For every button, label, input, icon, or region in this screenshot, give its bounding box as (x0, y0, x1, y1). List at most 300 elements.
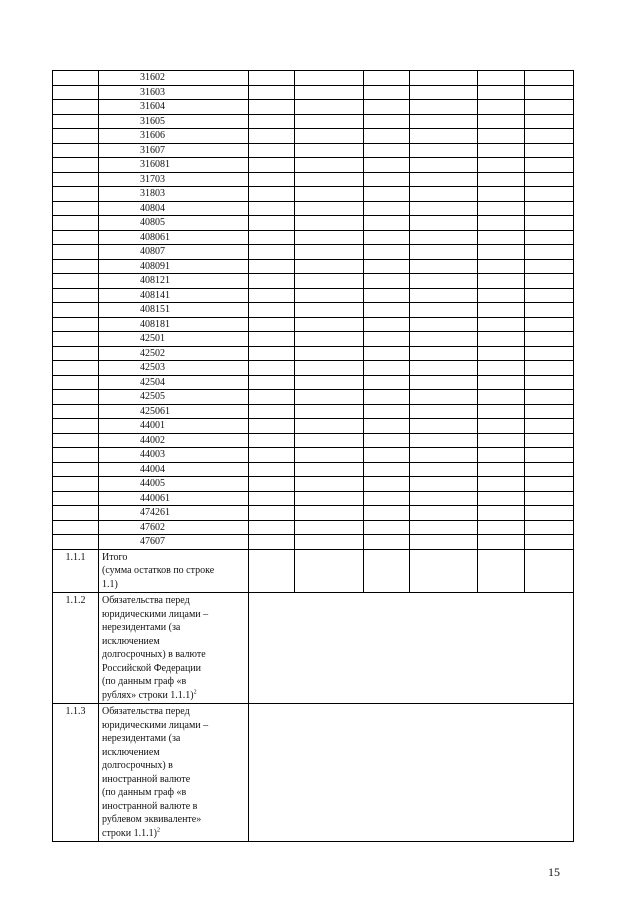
account-number: 408121 (99, 274, 249, 289)
value-cell (525, 462, 574, 477)
value-cell (295, 288, 364, 303)
account-row (53, 143, 574, 158)
value-cell (525, 549, 574, 593)
value-cell (364, 259, 410, 274)
value-cell (249, 549, 295, 593)
account-row (53, 520, 574, 535)
account-row (53, 303, 574, 318)
value-cell (478, 288, 525, 303)
value-cell (364, 129, 410, 144)
value-cell (478, 85, 525, 100)
value-cell (364, 375, 410, 390)
value-cell (364, 71, 410, 86)
row-number-cell (53, 100, 99, 115)
description-line: юридическими лицами – (102, 719, 209, 731)
value-cell (249, 332, 295, 347)
value-cell (410, 143, 478, 158)
value-cell (364, 419, 410, 434)
value-cell (295, 71, 364, 86)
account-number: 40804 (99, 201, 249, 216)
account-number: 42505 (99, 390, 249, 405)
value-cell (364, 317, 410, 332)
description-line: Обязательства перед (102, 706, 190, 717)
value-cell (295, 317, 364, 332)
value-cell (295, 419, 364, 434)
account-row (53, 230, 574, 245)
account-number: 47602 (99, 520, 249, 535)
value-cell (410, 317, 478, 332)
value-cell (364, 491, 410, 506)
value-cell (364, 158, 410, 173)
value-cell (249, 288, 295, 303)
row-number-cell (53, 303, 99, 318)
description-line: исключением (102, 746, 160, 758)
account-number: 31703 (99, 172, 249, 187)
value-cell (478, 71, 525, 86)
value-cell (295, 506, 364, 521)
description-line: (сумма остатков по строке (102, 565, 215, 576)
value-cell (478, 404, 525, 419)
account-number: 425061 (99, 404, 249, 419)
account-row (53, 158, 574, 173)
account-row (53, 361, 574, 376)
row-number-cell (53, 201, 99, 216)
value-cell (525, 361, 574, 376)
account-row (53, 129, 574, 144)
value-cell (249, 259, 295, 274)
account-number: 44004 (99, 462, 249, 477)
value-cell (364, 549, 410, 593)
value-cell (295, 172, 364, 187)
value-cell (525, 448, 574, 463)
value-cell (525, 477, 574, 492)
value-cell (410, 346, 478, 361)
description-line: нерезидентами (за (102, 733, 181, 744)
account-row (53, 390, 574, 405)
account-number: 31602 (99, 71, 249, 86)
value-cell (525, 419, 574, 434)
value-cell (410, 303, 478, 318)
value-cell (249, 317, 295, 332)
value-cell (364, 216, 410, 231)
value-cell (364, 100, 410, 115)
row-number-cell (53, 520, 99, 535)
account-row (53, 404, 574, 419)
account-row (53, 288, 574, 303)
value-cell (478, 129, 525, 144)
description-line: долгосрочных) в валюте (102, 649, 206, 660)
row-number-cell (53, 216, 99, 231)
value-cell (525, 259, 574, 274)
value-cell (525, 172, 574, 187)
value-cell (295, 346, 364, 361)
value-cell (478, 114, 525, 129)
account-row (53, 375, 574, 390)
row-description (99, 593, 249, 704)
value-cell (478, 259, 525, 274)
account-row (53, 114, 574, 129)
merged-value-cell (249, 704, 574, 842)
value-cell (249, 71, 295, 86)
value-cell (525, 245, 574, 260)
row-number-cell (53, 332, 99, 347)
value-cell (410, 85, 478, 100)
value-cell (478, 506, 525, 521)
value-cell (410, 535, 478, 550)
account-number: 440061 (99, 491, 249, 506)
value-cell (478, 419, 525, 434)
value-cell (525, 332, 574, 347)
account-row (53, 187, 574, 202)
value-cell (525, 390, 574, 405)
account-row (53, 85, 574, 100)
row-number-cell (53, 158, 99, 173)
row-number-cell (53, 462, 99, 477)
value-cell (295, 274, 364, 289)
value-cell (249, 375, 295, 390)
value-cell (364, 332, 410, 347)
description-line: Итого (102, 551, 128, 563)
row-number-cell (53, 448, 99, 463)
value-cell (525, 317, 574, 332)
account-number: 31603 (99, 85, 249, 100)
value-cell (478, 549, 525, 593)
value-cell (364, 520, 410, 535)
account-number: 474261 (99, 506, 249, 521)
value-cell (295, 491, 364, 506)
value-cell (478, 100, 525, 115)
value-cell (295, 361, 364, 376)
value-cell (249, 535, 295, 550)
value-cell (525, 375, 574, 390)
value-cell (478, 230, 525, 245)
value-cell (295, 201, 364, 216)
value-cell (410, 288, 478, 303)
value-cell (295, 158, 364, 173)
value-cell (478, 462, 525, 477)
value-cell (295, 520, 364, 535)
value-cell (410, 158, 478, 173)
account-number: 42502 (99, 346, 249, 361)
value-cell (478, 143, 525, 158)
value-cell (364, 361, 410, 376)
value-cell (295, 549, 364, 593)
description-line: 1.1) (102, 578, 118, 590)
value-cell (410, 259, 478, 274)
value-cell (295, 303, 364, 318)
value-cell (410, 361, 478, 376)
summary-row (53, 593, 574, 704)
account-number: 31607 (99, 143, 249, 158)
value-cell (478, 201, 525, 216)
value-cell (525, 143, 574, 158)
row-number-cell (53, 230, 99, 245)
account-row (53, 201, 574, 216)
page-number: 15 (548, 865, 560, 879)
value-cell (478, 520, 525, 535)
value-cell (249, 491, 295, 506)
value-cell (364, 114, 410, 129)
account-row (53, 448, 574, 463)
account-row (53, 491, 574, 506)
value-cell (364, 404, 410, 419)
value-cell (295, 462, 364, 477)
row-number-cell (53, 274, 99, 289)
value-cell (410, 100, 478, 115)
value-cell (295, 477, 364, 492)
value-cell (410, 114, 478, 129)
value-cell (295, 143, 364, 158)
value-cell (295, 375, 364, 390)
value-cell (478, 187, 525, 202)
merged-value-cell (249, 593, 574, 704)
value-cell (410, 448, 478, 463)
row-number-cell (53, 419, 99, 434)
account-number: 40805 (99, 216, 249, 231)
value-cell (295, 216, 364, 231)
value-cell (249, 303, 295, 318)
row-number-cell (53, 288, 99, 303)
description-line: строки 1.1.1)$^2$ (102, 827, 160, 839)
value-cell (410, 172, 478, 187)
value-cell (410, 419, 478, 434)
value-cell (410, 491, 478, 506)
value-cell (478, 274, 525, 289)
description-line: рублевом эквиваленте» (102, 814, 202, 825)
value-cell (364, 506, 410, 521)
value-cell (525, 274, 574, 289)
value-cell (295, 129, 364, 144)
value-cell (295, 100, 364, 115)
account-row (53, 332, 574, 347)
account-number: 44002 (99, 433, 249, 448)
value-cell (478, 433, 525, 448)
value-cell (249, 85, 295, 100)
value-cell (478, 361, 525, 376)
value-cell (410, 245, 478, 260)
description-line: рублях» строки 1.1.1)$^2$ (102, 689, 197, 701)
value-cell (295, 433, 364, 448)
value-cell (478, 245, 525, 260)
value-cell (249, 216, 295, 231)
row-number-cell (53, 506, 99, 521)
value-cell (525, 201, 574, 216)
value-cell (525, 71, 574, 86)
value-cell (249, 477, 295, 492)
value-cell (364, 448, 410, 463)
value-cell (295, 114, 364, 129)
value-cell (478, 390, 525, 405)
value-cell (525, 520, 574, 535)
value-cell (410, 71, 478, 86)
account-row (53, 462, 574, 477)
value-cell (525, 114, 574, 129)
row-number-cell (53, 259, 99, 274)
row-number: 1.1.2 (53, 593, 99, 704)
row-number-cell (53, 245, 99, 260)
account-number: 408181 (99, 317, 249, 332)
value-cell (410, 201, 478, 216)
account-number: 31605 (99, 114, 249, 129)
value-cell (525, 346, 574, 361)
row-number-cell (53, 346, 99, 361)
value-cell (249, 143, 295, 158)
value-cell (525, 404, 574, 419)
value-cell (364, 433, 410, 448)
value-cell (249, 433, 295, 448)
value-cell (364, 85, 410, 100)
value-cell (249, 520, 295, 535)
value-cell (478, 216, 525, 231)
value-cell (249, 462, 295, 477)
row-number: 1.1.3 (53, 704, 99, 842)
row-number-cell (53, 129, 99, 144)
row-description (99, 704, 249, 842)
row-number-cell (53, 375, 99, 390)
value-cell (525, 100, 574, 115)
value-cell (525, 535, 574, 550)
value-cell (410, 129, 478, 144)
value-cell (525, 187, 574, 202)
description-line: иностранной валюте (102, 773, 191, 785)
description-line: Обязательства перед (102, 595, 190, 606)
value-cell (410, 216, 478, 231)
value-cell (295, 404, 364, 419)
row-number-cell (53, 433, 99, 448)
value-cell (525, 491, 574, 506)
account-row (53, 419, 574, 434)
row-number-cell (53, 361, 99, 376)
account-number: 408151 (99, 303, 249, 318)
value-cell (478, 303, 525, 318)
account-number: 408091 (99, 259, 249, 274)
value-cell (249, 114, 295, 129)
account-row (53, 433, 574, 448)
value-cell (410, 187, 478, 202)
value-cell (364, 477, 410, 492)
account-number: 31606 (99, 129, 249, 144)
value-cell (249, 361, 295, 376)
value-cell (364, 143, 410, 158)
account-row (53, 245, 574, 260)
value-cell (410, 433, 478, 448)
value-cell (249, 129, 295, 144)
account-number: 31803 (99, 187, 249, 202)
row-number-cell (53, 187, 99, 202)
value-cell (410, 274, 478, 289)
summary-row (53, 549, 574, 593)
description-line: юридическими лицами – (102, 608, 209, 620)
account-number: 42504 (99, 375, 249, 390)
account-row (53, 535, 574, 550)
description-line: (по данным граф «в (102, 676, 187, 687)
value-cell (249, 448, 295, 463)
row-number-cell (53, 143, 99, 158)
account-number: 316081 (99, 158, 249, 173)
description-line: долгосрочных) в (102, 760, 173, 771)
value-cell (478, 317, 525, 332)
value-cell (295, 332, 364, 347)
description-line: Российской Федерации (102, 662, 202, 674)
value-cell (364, 230, 410, 245)
value-cell (525, 433, 574, 448)
value-cell (364, 187, 410, 202)
value-cell (295, 390, 364, 405)
row-number-cell (53, 114, 99, 129)
value-cell (295, 259, 364, 274)
account-row (53, 216, 574, 231)
row-number-cell (53, 71, 99, 86)
description-line: (по данным граф «в (102, 787, 187, 798)
value-cell (525, 129, 574, 144)
table-body (53, 71, 574, 842)
value-cell (249, 274, 295, 289)
value-cell (478, 172, 525, 187)
value-cell (249, 172, 295, 187)
account-row (53, 506, 574, 521)
value-cell (249, 506, 295, 521)
value-cell (478, 158, 525, 173)
account-number: 47607 (99, 535, 249, 550)
row-number-cell (53, 477, 99, 492)
value-cell (295, 187, 364, 202)
value-cell (249, 100, 295, 115)
value-cell (364, 288, 410, 303)
row-number: 1.1.1 (53, 549, 99, 593)
description-line: исключением (102, 635, 160, 647)
row-number-cell (53, 535, 99, 550)
value-cell (364, 535, 410, 550)
value-cell (410, 549, 478, 593)
value-cell (295, 448, 364, 463)
value-cell (249, 245, 295, 260)
account-number: 408061 (99, 230, 249, 245)
value-cell (364, 172, 410, 187)
row-number-cell (53, 172, 99, 187)
value-cell (249, 158, 295, 173)
value-cell (478, 448, 525, 463)
value-cell (410, 462, 478, 477)
row-number-cell (53, 317, 99, 332)
report-table (52, 70, 574, 842)
value-cell (410, 332, 478, 347)
value-cell (364, 245, 410, 260)
summary-row (53, 704, 574, 842)
value-cell (525, 230, 574, 245)
value-cell (295, 230, 364, 245)
value-cell (410, 477, 478, 492)
value-cell (478, 535, 525, 550)
value-cell (295, 535, 364, 550)
value-cell (249, 390, 295, 405)
value-cell (364, 346, 410, 361)
account-number: 42503 (99, 361, 249, 376)
value-cell (410, 390, 478, 405)
value-cell (410, 404, 478, 419)
value-cell (410, 506, 478, 521)
account-row (53, 317, 574, 332)
account-number: 44005 (99, 477, 249, 492)
description-line: иностранной валюте в (102, 800, 198, 812)
value-cell (249, 187, 295, 202)
account-number: 44003 (99, 448, 249, 463)
account-number: 408141 (99, 288, 249, 303)
account-number: 40807 (99, 245, 249, 260)
value-cell (478, 332, 525, 347)
value-cell (478, 491, 525, 506)
value-cell (410, 375, 478, 390)
value-cell (249, 346, 295, 361)
